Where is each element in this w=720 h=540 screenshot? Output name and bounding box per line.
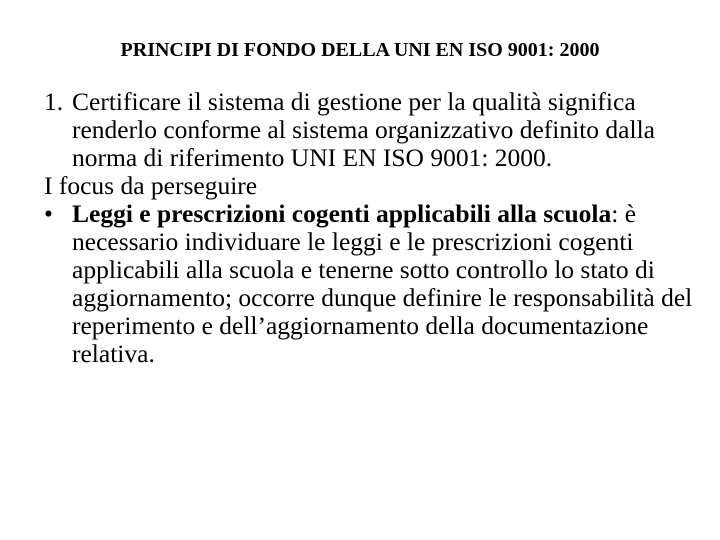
item-number: 1. (44, 87, 64, 116)
slide-body (44, 88, 694, 368)
numbered-item (44, 88, 694, 172)
bullet-heading: Leggi e prescrizioni cogenti applicabili alla scuola (72, 199, 612, 228)
bullet-text: è necessario individuare le leggi e le prescrizioni cogenti applicabili alla scuola e tenerne sotto controllo lo stato di aggiornamento; occorre dunque definire le responsabilità del reperimento e dell’aggiornamento della documentazione relativa. (72, 199, 693, 368)
bullet-item (44, 200, 694, 368)
item-text: Certificare il sistema di gestione per la qualità significa renderlo conforme al sistema organizzativo definito dalla norma di riferimento UNI EN ISO 9001: 2000. (72, 87, 655, 172)
slide-title: PRINCIPI DI FONDO DELLA UNI EN ISO 9001: 2000 (120, 39, 600, 61)
bullet-icon: • (44, 199, 53, 228)
focus-heading: I focus da perseguire (44, 171, 258, 200)
bullet-colon: : (611, 199, 619, 228)
